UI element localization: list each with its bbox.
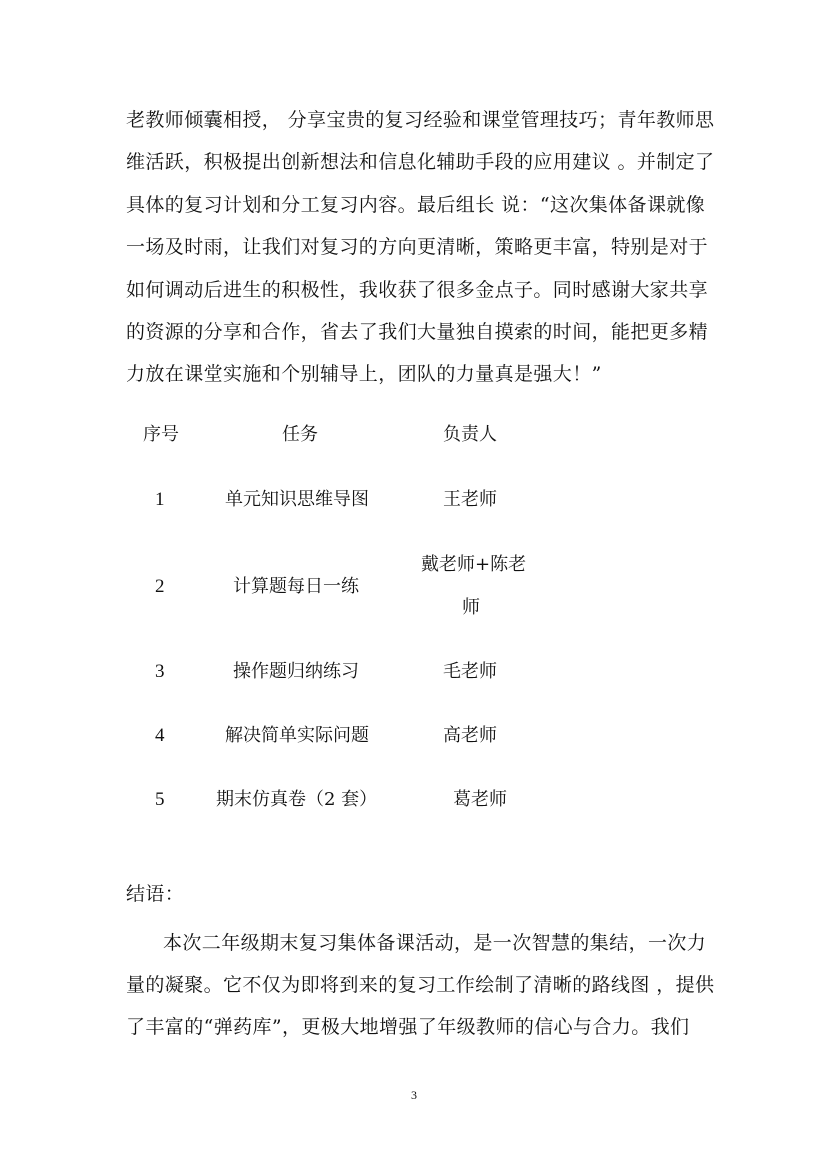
- row-owner: 王老师: [443, 489, 497, 510]
- row-owner: 戴老师+陈老: [421, 554, 527, 575]
- paragraph-line: 维活跃，积极提出创新想法和信息化辅助手段的应用建议 。并制定了: [126, 151, 715, 173]
- paragraph-line: 量的凝聚。它不仅为即将到来的复习工作绘制了清晰的路线图 ，提供: [126, 974, 715, 996]
- paragraph-line: 如何调动后进生的积极性，我收获了很多金点子。同时感谢大家共享: [126, 279, 709, 301]
- row-task: 操作题归纳练习: [233, 661, 359, 682]
- paragraph-line: 一场及时雨，让我们对复习的方向更清晰，策略更丰富，特别是对于: [126, 236, 709, 258]
- paragraph-line: 本次二年级期末复习集体备课活动，是一次智慧的集结，一次力: [163, 932, 707, 954]
- row-task: 计算题每日一练: [233, 576, 359, 597]
- row-owner-continued: 师: [462, 597, 480, 618]
- row-task: 单元知识思维导图: [225, 489, 369, 510]
- table-header-task: 任务: [282, 424, 318, 445]
- row-number: 3: [155, 661, 165, 682]
- row-number: 2: [155, 576, 165, 597]
- row-number: 1: [155, 489, 165, 510]
- row-number: 4: [155, 725, 165, 746]
- row-owner: 高老师: [443, 725, 497, 746]
- paragraph-line: 的资源的分享和合作，省去了我们大量独自摸索的时间，能把更多精: [126, 321, 709, 343]
- row-task: 解决简单实际问题: [225, 725, 369, 746]
- conclusion-heading: 结语：: [126, 883, 185, 905]
- paragraph-line: 力放在课堂实施和个别辅导上，团队的力量真是强大！”: [126, 363, 602, 385]
- paragraph-line: 具体的复习计划和分工复习内容。最后组长 说：“这次集体备课就像: [126, 194, 706, 216]
- paragraph-line: 老教师倾囊相授， 分享宝贵的复习经验和课堂管理技巧；青年教师思: [126, 109, 715, 131]
- row-task: 期末仿真卷（2 套）: [216, 789, 378, 810]
- row-number: 5: [155, 789, 165, 810]
- table-header-no: 序号: [143, 424, 179, 445]
- page-number: 3: [411, 1088, 417, 1102]
- table-header-owner: 负责人: [443, 424, 497, 445]
- row-owner: 毛老师: [443, 661, 497, 682]
- paragraph-line: 了丰富的“弹药库”，更极大地增强了年级教师的信心与合力。我们: [126, 1016, 690, 1038]
- row-owner: 葛老师: [453, 789, 507, 810]
